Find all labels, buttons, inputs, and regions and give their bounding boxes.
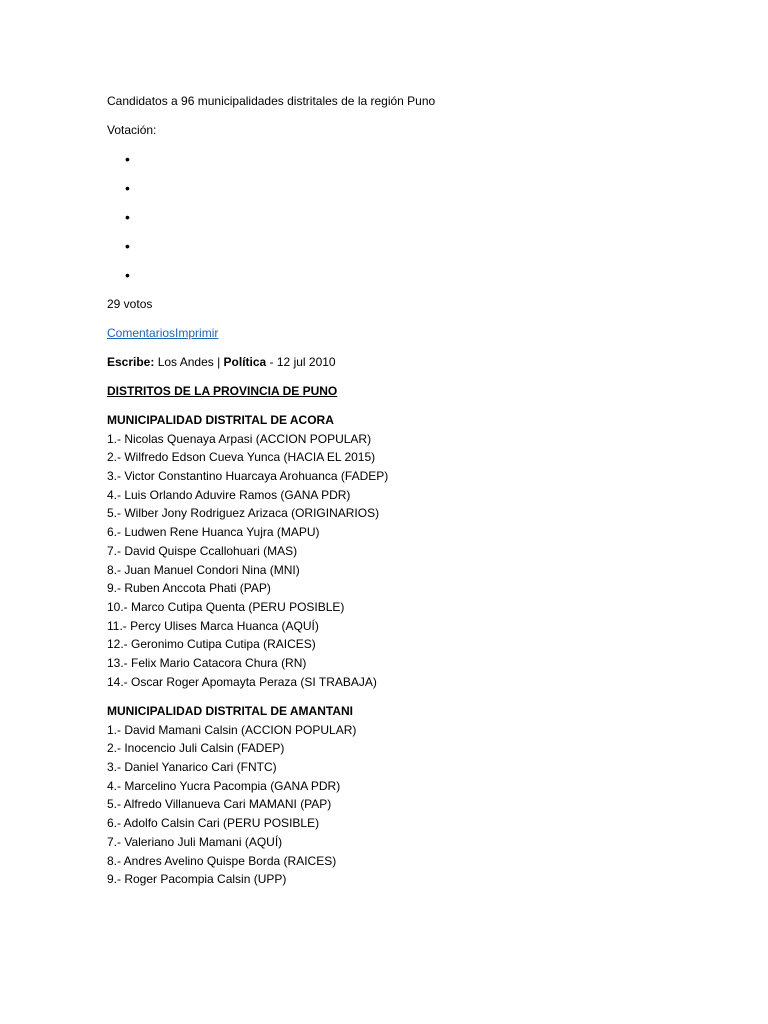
candidate-item: 5.- Alfredo Villanueva Cari MAMANI (PAP) (107, 797, 332, 812)
candidate-item: 1.- David Mamani Calsin (ACCION POPULAR) (107, 722, 357, 737)
district-section-amantani (107, 702, 356, 889)
votacion-label: Votación: (107, 123, 157, 137)
candidate-item: 12.- Geronimo Cutipa Cutipa (RAICES) (107, 637, 316, 652)
byline-category: Política (223, 355, 267, 369)
province-heading: DISTRITOS DE LA PROVINCIA DE PUNO (107, 384, 338, 398)
candidate-item: 2.- Inocencio Juli Calsin (FADEP) (107, 741, 285, 756)
candidate-item: 6.- Adolfo Calsin Cari (PERU POSIBLE) (107, 816, 320, 831)
candidate-item: 14.- Oscar Roger Apomayta Peraza (SI TRABAJA) (107, 674, 377, 689)
district-heading: MUNICIPALIDAD DISTRITAL DE AMANTANI (107, 704, 353, 718)
page-title: Candidatos a 96 municipalidades distritales de la región Puno (107, 94, 436, 108)
candidate-item: 8.- Andres Avelino Quispe Borda (RAICES) (107, 853, 337, 868)
candidate-item: 1.- Nicolas Quenaya Arpasi (ACCION POPULAR) (107, 431, 372, 446)
rating-bullet[interactable] (125, 150, 130, 179)
candidate-item: 4.- Luis Orlando Aduvire Ramos (GANA PDR) (107, 487, 351, 502)
candidate-item: 6.- Ludwen Rene Huanca Yujra (MAPU) (107, 525, 320, 540)
candidate-item: 3.- Victor Constantino Huarcaya Arohuanca (FADEP) (107, 469, 389, 484)
rating-bullet[interactable] (125, 208, 130, 237)
byline-author: Los Andes | (154, 355, 224, 369)
candidate-item: 8.- Juan Manuel Condori Nina (MNI) (107, 562, 300, 577)
imprimir-link[interactable]: Imprimir (175, 326, 219, 340)
candidate-item: 4.- Marcelino Yucra Pacompia (GANA PDR) (107, 778, 341, 793)
candidate-item: 7.- David Quispe Ccallohuari (MAS) (107, 543, 298, 558)
byline-date: - 12 jul 2010 (266, 355, 336, 369)
candidate-item: 13.- Felix Mario Catacora Chura (RN) (107, 655, 307, 670)
candidate-item: 2.- Wilfredo Edson Cueva Yunca (HACIA EL 2015) (107, 450, 376, 465)
rating-bullet[interactable] (125, 237, 130, 266)
vote-count: 29 votos (107, 297, 153, 311)
district-section-acora (107, 411, 388, 691)
candidate-item: 11.- Percy Ulises Marca Huanca (AQUÍ) (107, 618, 319, 633)
escribe-label: Escribe: (107, 355, 155, 369)
rating-bullet[interactable] (125, 179, 130, 208)
candidate-item: 7.- Valeriano Juli Mamani (AQUÍ) (107, 834, 283, 849)
byline (107, 353, 336, 372)
candidate-item: 10.- Marco Cutipa Quenta (PERU POSIBLE) (107, 599, 345, 614)
district-heading: MUNICIPALIDAD DISTRITAL DE ACORA (107, 413, 334, 427)
rating-bullet-list (125, 150, 130, 295)
candidate-item: 9.- Ruben Anccota Phati (PAP) (107, 581, 271, 596)
candidate-item: 9.- Roger Pacompia Calsin (UPP) (107, 872, 287, 887)
article-links (107, 324, 218, 343)
candidate-item: 5.- Wilber Jony Rodriguez Arizaca (ORIGINARIOS) (107, 506, 380, 521)
candidate-item: 3.- Daniel Yanarico Cari (FNTC) (107, 760, 277, 775)
comentarios-link[interactable]: Comentarios (107, 326, 176, 340)
rating-bullet[interactable] (125, 266, 130, 295)
